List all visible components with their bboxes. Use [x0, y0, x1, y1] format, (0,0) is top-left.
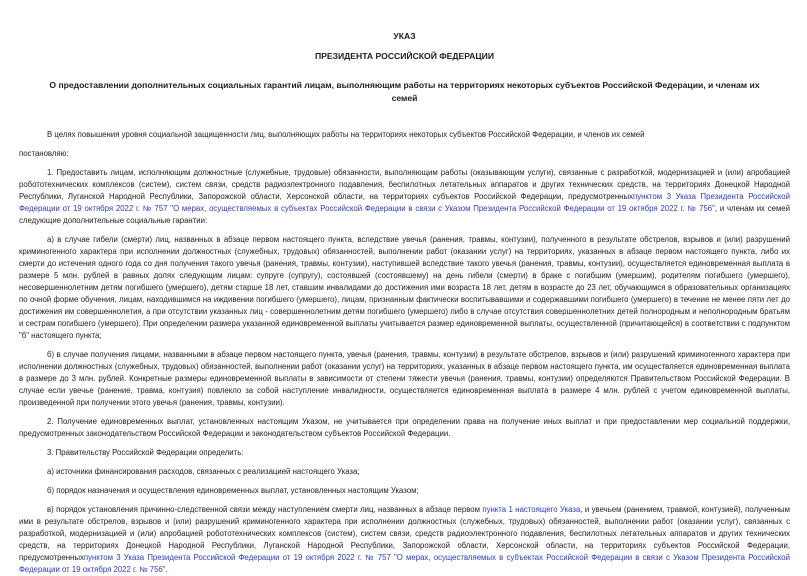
text-run: а) в случае гибели (смерти) лиц, названных в абзаце первом настоящего пункта, вследствие увечья (ранения, травмы, контузии), полученного в результате обстрелов, взрывов и (или) разрушений криминогенного характера при исполнении должностных (служебных, трудовых) обязанностей, выполнении работ (оказании услуг) на территориях, указанных в абзаце первом настоящего пункта, либо их смерти до истечения одного года со дня получения такого увечья (ранения, травмы, контузии), наступившей вследствие такого увечья (ранения, травмы, контузии), осуществляется единовременная выплата в размере 5 млн. рублей в равных долях следующим лицам: супруге (супругу), состоявшей (состоявшему) на день гибели (смерти) в браке с погибшим (умершим), родителям погибшего (умершего), несовершеннолетним детям погибшего (умершего), детям старше 18 лет, ставшим инвалидами до достижения ими возраста 18 лет, детям в возрасте до 23 лет, обучающимся в образовательных организациях по очной форме обучения, лицам, находившимся на иждивении погибшего (умершего), лицам, признанным фактически воспитывавшими и содержавшими погибшего (умершего) в течение не менее пяти лет до достижения им совершеннолетия, а при отсутствии указанных лиц - совершеннолетним детям погибшего (умершего) либо в случае отсутствия совершеннолетних детей полнородным и неполнородным братьям и сестрам погибшего (умершего). При определении размера указанной единовременной выплаты учитывается размер единовременной выплаты, осуществленной (причитающейся) в соответствии с подпунктом "б" настоящего пункта;	[19, 235, 790, 340]
text-run: а) источники финансирования расходов, связанных с реализацией настоящего Указа;	[47, 467, 360, 476]
clause-2-paragraph	[19, 416, 790, 440]
text-run: 2. Получение единовременных выплат, установленных настоящим Указом, не учитывается при определении права на получение иных выплат и при предоставлении мер социальной поддержки, предусмотренных законодательством Российской Федерации и законодательством субъектов Российской Федерации.	[19, 417, 790, 438]
clause-3c-paragraph	[19, 504, 790, 576]
text-run: 1. Предоставить лицам, исполняющим должностные (служебные, трудовые) обязанности, выполняющим работы (оказывающим услуги), связанные с разработкой, модернизацией и (или) апробацией робототехнических комплексов (систем), систем связи, средств радиоэлектронного подавления, беспилотных летательных аппаратов и других технических средств, на территориях Донецкой Народной Республики, Луганской Народной Республики, Запорожской области, Херсонской области, на территориях субъектов Российской Федерации, предусмотренных	[19, 168, 790, 201]
text-run: , и членам их семей следующие дополнительные социальные гарантии:	[19, 204, 790, 225]
text-run: постановляю:	[19, 149, 69, 158]
preamble-paragraph	[19, 129, 790, 141]
text-run: .	[165, 565, 168, 574]
document-subject-heading: О предоставлении дополнительных социальных гарантий лицам, выполняющим работы на территориях некоторых субъектов Российской Федерации, и членам их семей	[49, 80, 760, 103]
text-run: 3. Правительству Российской Федерации определить:	[47, 448, 244, 457]
legal-reference-link[interactable]: пунктом 3 Указа Президента Российской Федерации от 19 октября 2022 г. № 757 "О мерах, осуществляемых в субъектах Российской Федерации в связи с Указом Президента Российской Федерации от 19 октября 2022 г. № 756"	[19, 192, 790, 213]
document-body	[19, 129, 790, 576]
document-kind-title: УКАЗ	[393, 31, 416, 41]
clause-3b-paragraph	[19, 485, 790, 497]
legal-reference-link[interactable]: пункта 1 настоящего Указа	[482, 505, 581, 514]
text-run: в) порядок установления причинно-следственной связи между наступлением смерти лиц, названных в абзаце первом	[47, 505, 483, 514]
clause-3a-paragraph	[19, 466, 790, 478]
clause-1-paragraph	[19, 167, 790, 227]
clause-1b-paragraph	[19, 349, 790, 409]
text-run: , и увечьем (ранением, травмой, контузией), полученным ими в результате обстрелов, взрывов и (или) разрушений криминогенного характера при исполнении должностных (служебных, трудовых) обязанностей, выполнении работ (оказании услуг), связанных с разработкой, модернизацией и (или) апробацией робототехнических комплексов (систем), систем связи, средств радиоэлектронного подавления, беспилотных летательных аппаратов и других технических средств, на территориях Донецкой Народной Республики, Луганской Народной Республики, Запорожской области, Херсонской области, на территориях субъектов Российской Федерации, предусмотренных	[19, 505, 790, 562]
clause-1a-paragraph	[19, 234, 790, 342]
enacting-clause	[19, 148, 790, 160]
legal-reference-link[interactable]: пунктом 3 Указа Президента Российской Федерации от 19 октября 2022 г. № 757 "О мерах, осуществляемых в субъектах Российской Федерации в связи с Указом Президента Российской Федерации от 19 октября 2022 г. № 756"	[19, 553, 790, 574]
document-issuer-title: ПРЕЗИДЕНТА РОССИЙСКОЙ ФЕДЕРАЦИИ	[314, 51, 495, 61]
clause-3-paragraph	[19, 447, 790, 459]
text-run: б) в случае получения лицами, названными в абзаце первом настоящего пункта, увечья (ранения, травмы, контузии) в результате обстрелов, взрывов и (или) разрушений криминогенного характера при исполнении должностных (служебных, трудовых) обязанностей, выполнении работ (оказании услуг) на территориях, указанных в абзаце первом настоящего пункта, им осуществляется единовременная выплата в размере до 3 млн. рублей. Конкретные размеры единовременной выплаты в зависимости от степени тяжести увечья (ранения, травмы, контузии) определяются Правительством Российской Федерации. В случае если увечье (ранение, травма, контузия) повлекло за собой наступление инвалидности, осуществляется единовременная выплата в размере 4 млн. рублей с учетом единовременной выплаты, произведенной при получении этого увечья (ранения, травмы, контузии).	[19, 350, 790, 407]
text-run: В целях повышения уровня социальной защищенности лиц, выполняющих работы на территориях некоторых субъектов Российской Федерации, и членов их семей	[47, 130, 645, 139]
text-run: б) порядок назначения и осуществления единовременных выплат, установленных настоящим Указом;	[47, 486, 419, 495]
